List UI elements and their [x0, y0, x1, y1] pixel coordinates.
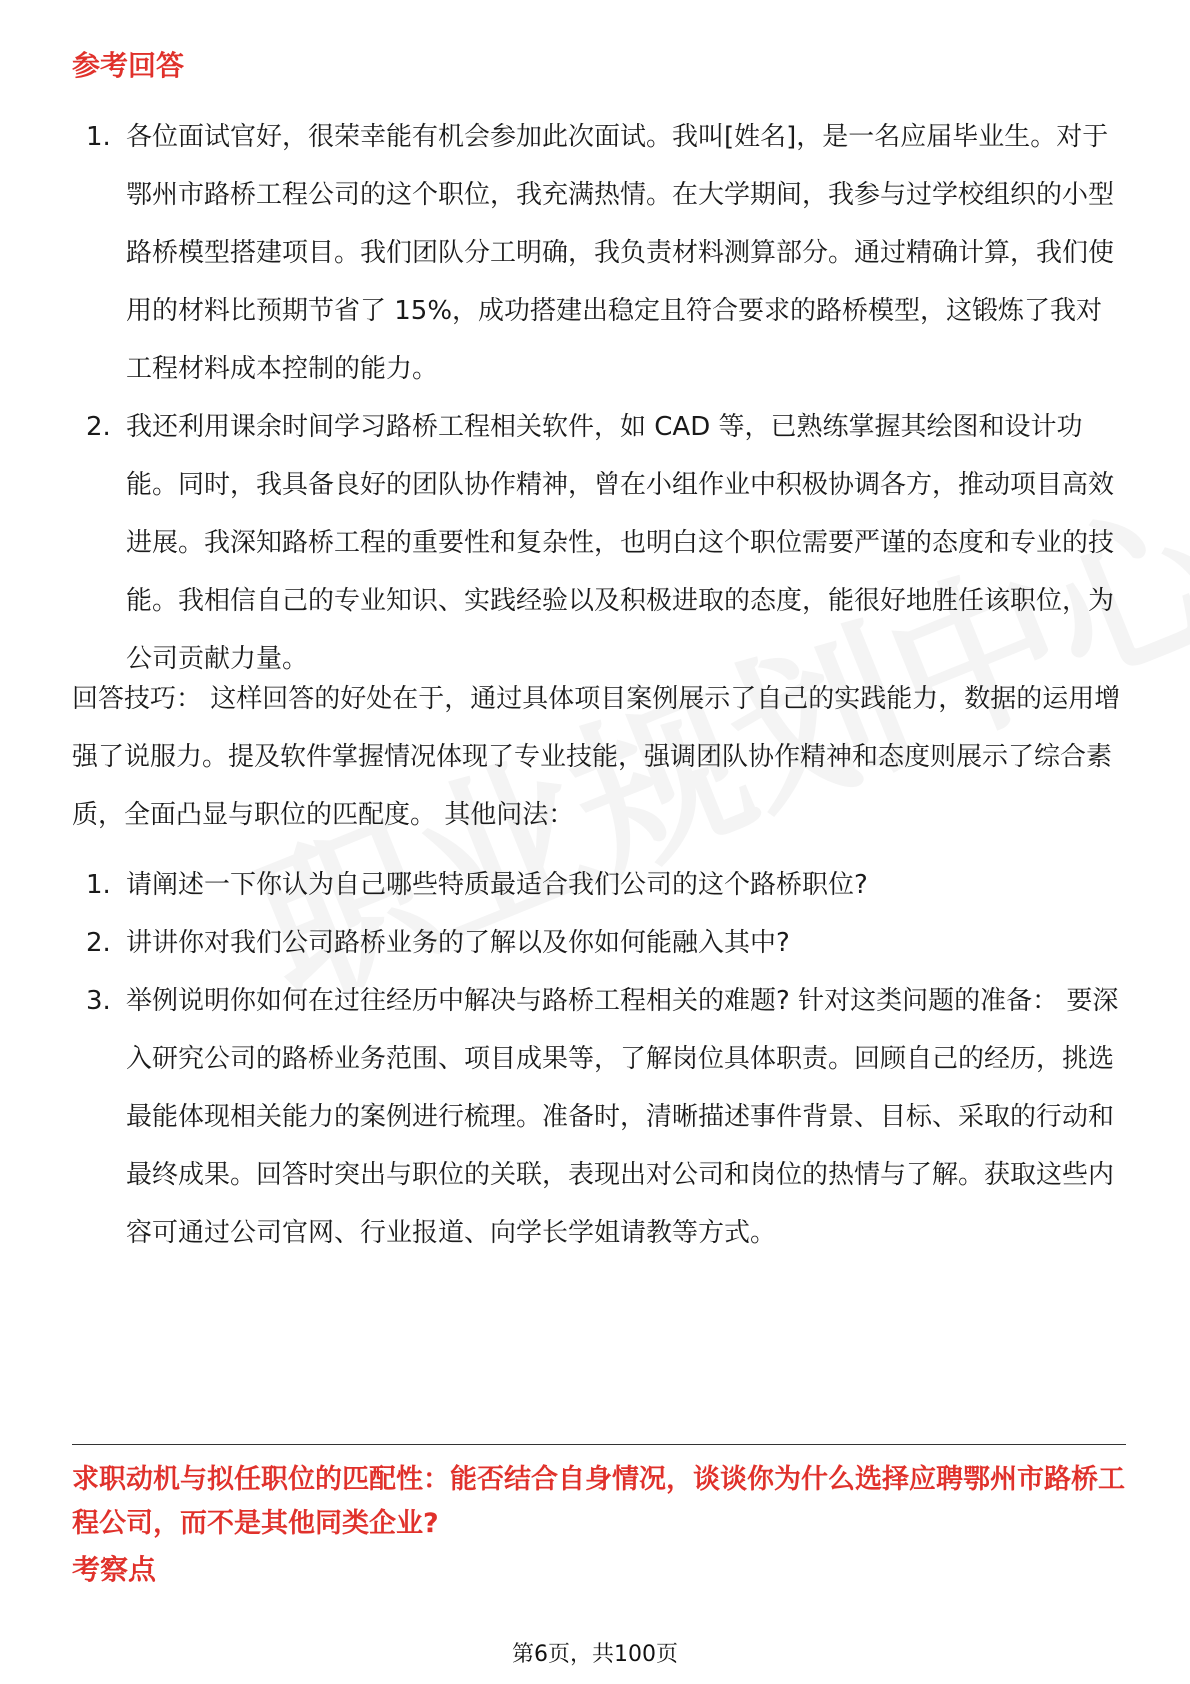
- other-questions-list: [72, 856, 1122, 1262]
- list-item-text: 请阐述一下你认为自己哪些特质最适合我们公司的这个路桥职位?: [126, 870, 868, 900]
- tips-paragraph: 回答技巧： 这样回答的好处在于，通过具体项目案例展示了自己的实践能力，数据的运用增强了说服力。提及软件掌握情况体现了专业技能，强调团队协作精神和态度则展示了综合素质，全面凸显与职位的匹配度。 其他问法：: [72, 684, 1121, 830]
- list-item: [72, 972, 1122, 1262]
- list-number: 1.: [86, 122, 111, 152]
- focus-heading: 考察点: [72, 1553, 157, 1586]
- list-item: [72, 856, 1122, 914]
- list-item: [72, 108, 1122, 398]
- list-number: 2.: [86, 412, 111, 442]
- list-number: 2.: [86, 928, 111, 958]
- answer-list: [72, 108, 1122, 688]
- next-question-title: 求职动机与拟任职位的匹配性：能否结合自身情况，谈谈你为什么选择应聘鄂州市路桥工程公司，而不是其他同类企业?: [72, 1464, 1125, 1539]
- page-footer: 第6页，共100页: [512, 1642, 678, 1667]
- list-number: 3.: [86, 986, 111, 1016]
- answer-heading: 参考回答: [72, 49, 185, 82]
- list-item-text: 举例说明你如何在过往经历中解决与路桥工程相关的难题? 针对这类问题的准备： 要深入研究公司的路桥业务范围、项目成果等，了解岗位具体职责。回顾自己的经历，挑选最能体现相关能力的案例进行梳理。准备时，清晰描述事件背景、目标、采取的行动和最终成果。回答时突出与职位的关联，表现出对公司和岗位的热情与了解。获取这些内容可通过公司官网、行业报道、向学长学姐请教等方式。: [126, 986, 1119, 1248]
- list-item: [72, 914, 1122, 972]
- list-item-text: 各位面试官好，很荣幸能有机会参加此次面试。我叫[姓名]，是一名应届毕业生。对于鄂州市路桥工程公司的这个职位，我充满热情。在大学期间，我参与过学校组织的小型路桥模型搭建项目。我们团队分工明确，我负责材料测算部分。通过精确计算，我们使用的材料比预期节省了 15%，成功搭建出稳定且符合要求的路桥模型，这锻炼了我对工程材料成本控制的能力。: [126, 122, 1115, 384]
- section-divider: [72, 1444, 1126, 1445]
- list-item: [72, 398, 1122, 688]
- list-item-text: 讲讲你对我们公司路桥业务的了解以及你如何能融入其中?: [126, 928, 790, 958]
- list-number: 1.: [86, 870, 111, 900]
- list-item-text: 我还利用课余时间学习路桥工程相关软件，如 CAD 等，已熟练掌握其绘图和设计功能。同时，我具备良好的团队协作精神，曾在小组作业中积极协调各方，推动项目高效进展。我深知路桥工程的重要性和复杂性，也明白这个职位需要严谨的态度和专业的技能。我相信自己的专业知识、实践经验以及积极进取的态度，能很好地胜任该职位，为公司贡献力量。: [126, 412, 1115, 674]
